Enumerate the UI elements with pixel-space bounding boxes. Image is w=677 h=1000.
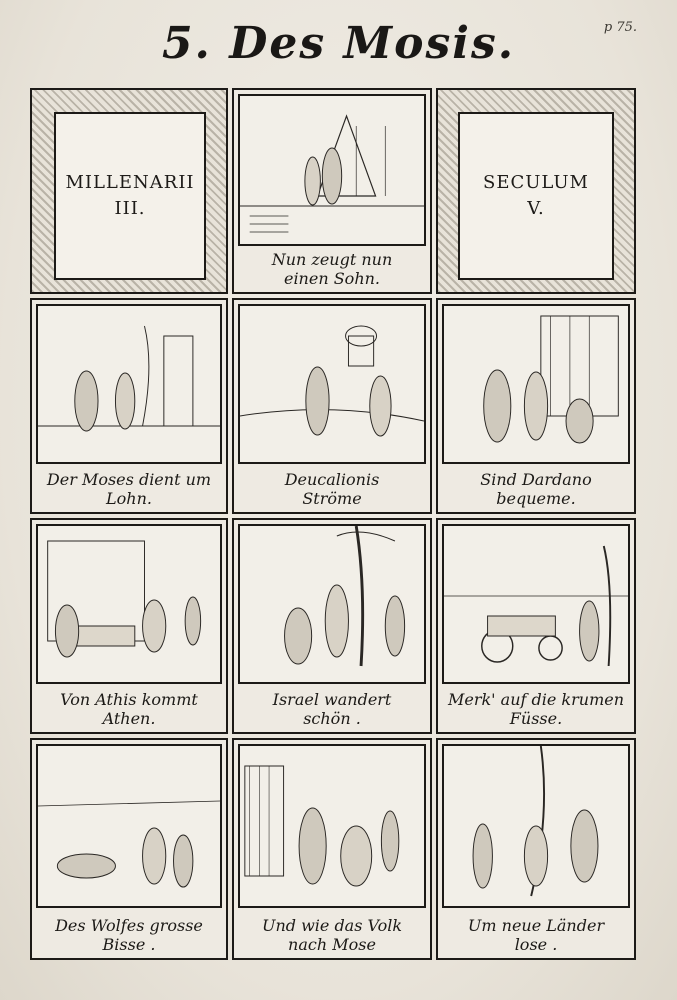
engraving-wolves bbox=[36, 744, 222, 908]
caption-9-line2: nach Mose bbox=[288, 935, 376, 954]
caption-10-line2: lose . bbox=[514, 935, 558, 954]
caption-7 bbox=[438, 690, 634, 728]
caption-2-line1: Der Moses dient um bbox=[46, 470, 212, 489]
caption-1-line2: einen Sohn. bbox=[283, 269, 381, 288]
caption-10-line1: Um neue Länder bbox=[467, 916, 605, 935]
caption-5-line2: Athen. bbox=[102, 709, 156, 728]
engraving-cell-10 bbox=[436, 738, 636, 960]
caption-8-line1: Des Wolfes grosse bbox=[55, 916, 203, 935]
caption-4-line1: Sind Dardano bbox=[480, 470, 592, 489]
engraving-cell-2 bbox=[30, 298, 228, 514]
engraving-chariot bbox=[442, 524, 630, 684]
page-number-mark: p 75. bbox=[603, 20, 637, 35]
caption-8 bbox=[32, 916, 226, 954]
caption-6-line2: schön . bbox=[303, 709, 361, 728]
caption-7-line1: Merk' auf die krumen bbox=[447, 690, 625, 709]
engraving-cell-4 bbox=[436, 298, 636, 514]
caption-9-line1: Und wie das Volk bbox=[261, 916, 403, 935]
caption-4-line2: bequeme. bbox=[496, 489, 576, 508]
seculum-label-line2: V. bbox=[527, 198, 545, 219]
seculum-label-line1: SECULUM bbox=[483, 172, 589, 193]
caption-9 bbox=[234, 916, 430, 954]
caption-3-line2: Ströme bbox=[302, 489, 362, 508]
caption-4 bbox=[438, 470, 634, 508]
caption-3-line1: Deucalionis bbox=[284, 470, 380, 489]
engraving-moses-serves bbox=[36, 304, 222, 464]
caption-2 bbox=[32, 470, 226, 508]
caption-7-line2: Füsse. bbox=[509, 709, 563, 728]
engraving-cell-9 bbox=[232, 738, 432, 960]
engraving-dardanus bbox=[442, 304, 630, 464]
caption-1-line1: Nun zeugt nun bbox=[271, 250, 393, 269]
caption-10 bbox=[438, 916, 634, 954]
page-title: 5. Des Mosis. bbox=[161, 18, 516, 69]
engraving-deucalion bbox=[238, 304, 426, 464]
millenarii-label-line2: III. bbox=[114, 198, 146, 219]
engraving-cell-7 bbox=[436, 518, 636, 734]
caption-2-line2: Lohn. bbox=[106, 489, 152, 508]
engraving-athens bbox=[36, 524, 222, 684]
engraving-people-to-moses bbox=[238, 744, 426, 908]
engraving-israel-wanders bbox=[238, 524, 426, 684]
caption-6 bbox=[234, 690, 430, 728]
engraving-cell-1 bbox=[232, 88, 432, 294]
millenarii-label-line1: MILLENARII bbox=[65, 172, 195, 193]
seculum-label bbox=[458, 112, 614, 280]
caption-6-line1: Israel wandert bbox=[272, 690, 392, 709]
engraving-cell-6 bbox=[232, 518, 432, 734]
millenarii-label bbox=[54, 112, 206, 280]
caption-1 bbox=[234, 250, 430, 288]
engraving-cell-3 bbox=[232, 298, 432, 514]
engraving-brickmaking bbox=[238, 94, 426, 246]
caption-5 bbox=[32, 690, 226, 728]
caption-5-line1: Von Athis kommt bbox=[60, 690, 198, 709]
caption-8-line2: Bisse . bbox=[102, 935, 156, 954]
engraving-new-lands bbox=[442, 744, 630, 908]
engraving-cell-8 bbox=[30, 738, 228, 960]
caption-3 bbox=[234, 470, 430, 508]
engraving-cell-5 bbox=[30, 518, 228, 734]
